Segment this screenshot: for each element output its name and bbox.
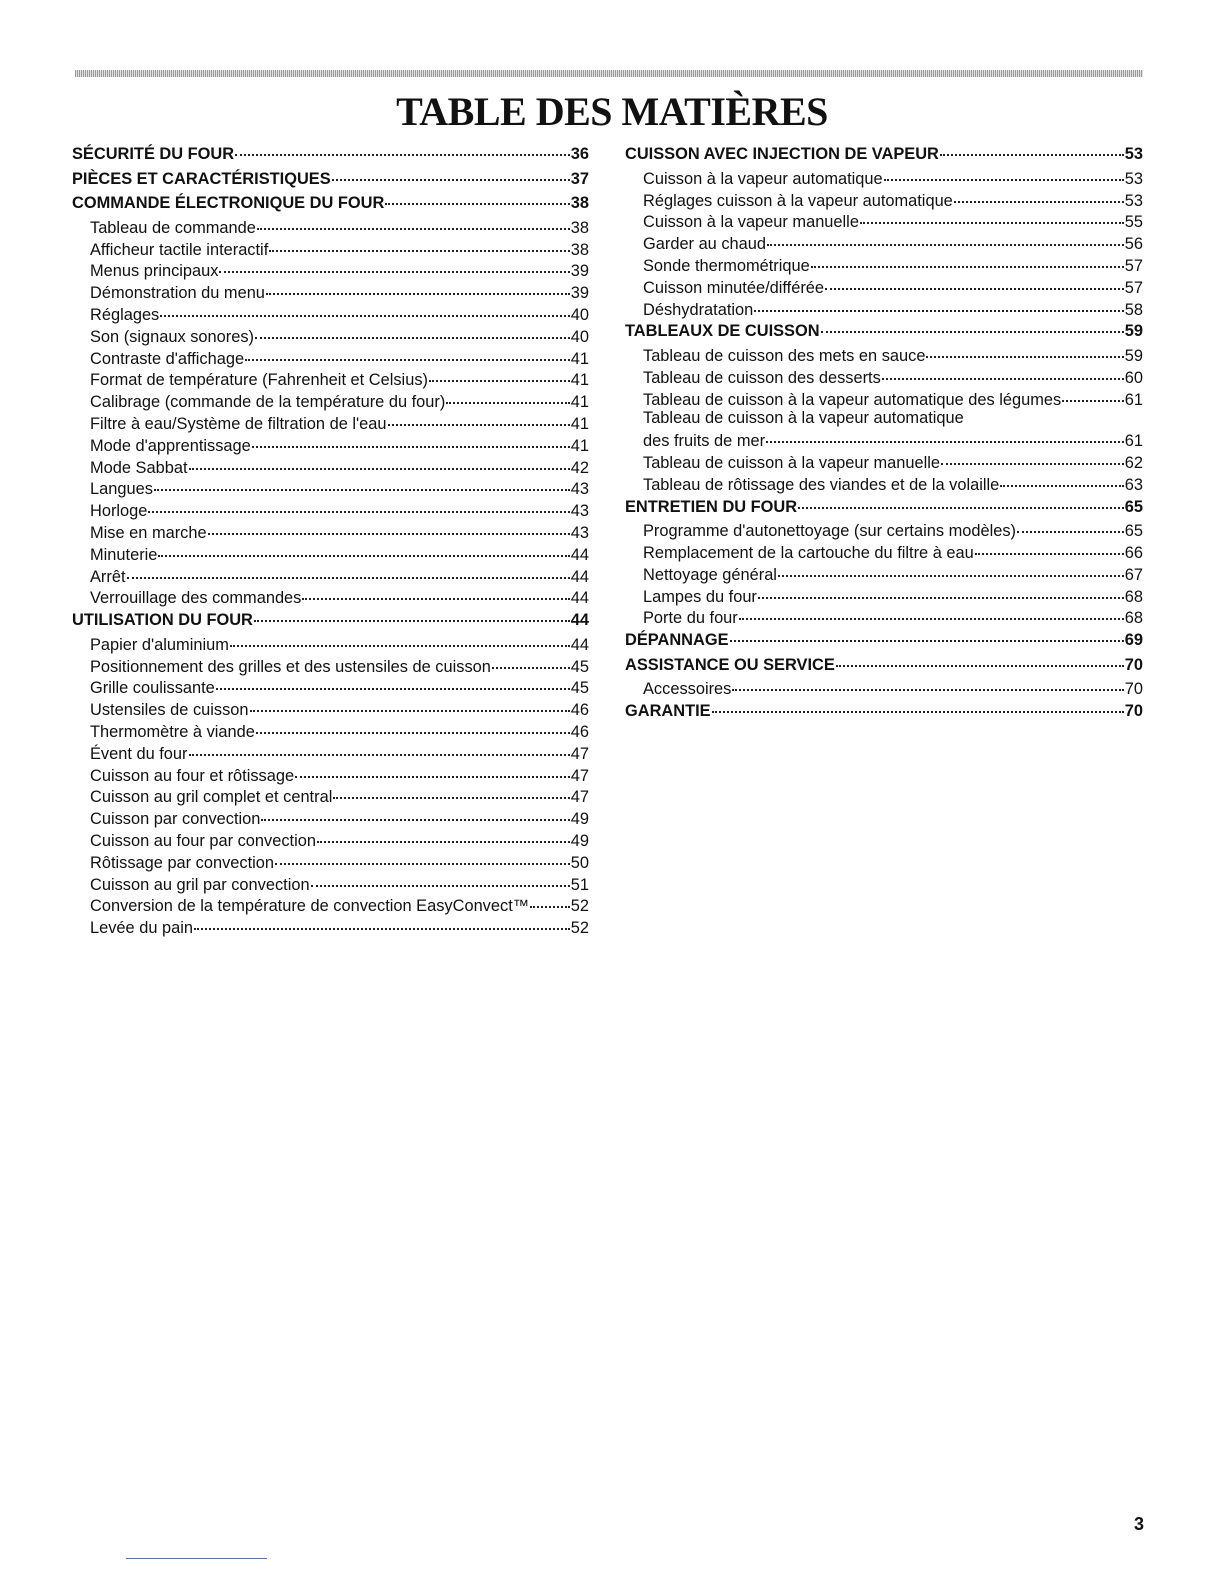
dot-leader — [208, 517, 570, 535]
toc-entry-label: Cuisson minutée/différée — [643, 278, 825, 297]
footer-link-underline — [126, 1558, 267, 1559]
dot-leader — [219, 255, 569, 273]
toc-entry-label: Levée du pain — [90, 919, 193, 938]
toc-page-number: 68 — [1124, 587, 1143, 606]
dot-leader — [388, 408, 570, 426]
toc-entry-label: Tableau de cuisson à la vapeur automatique des légumes — [643, 390, 1062, 409]
toc-entry-label: Verrouillage des commandes — [90, 589, 302, 608]
toc-entry-label: Arrêt — [90, 567, 126, 586]
toc-entry-label: Grille coulissante — [90, 679, 215, 698]
toc-entry[interactable] — [625, 386, 1143, 408]
toc-page-number: 70 — [1124, 655, 1143, 674]
dot-leader — [230, 628, 570, 646]
toc-left-column — [72, 141, 589, 937]
toc-page-number: 44 — [570, 567, 589, 586]
toc-page-number: 39 — [570, 262, 589, 281]
toc-entry-label: Horloge — [90, 502, 148, 521]
toc-entry-label: Mode d'apprentissage — [90, 436, 251, 455]
dot-leader — [216, 672, 570, 690]
toc-page-number: 70 — [1124, 680, 1143, 699]
dot-leader — [332, 163, 570, 181]
toc-entry-label: Papier d'aluminium — [90, 635, 229, 654]
toc-entry-label: Nettoyage général — [643, 565, 777, 584]
toc-page-number: 69 — [1124, 631, 1143, 650]
dot-leader — [884, 163, 1124, 181]
dot-leader — [1000, 469, 1123, 487]
toc-entry-label: Contraste d'affichage — [90, 349, 245, 368]
dot-leader — [189, 451, 570, 469]
dot-leader — [732, 673, 1123, 691]
toc-entry-label: Cuisson au four et rôtissage — [90, 766, 295, 785]
dot-leader — [739, 602, 1124, 620]
toc-page-number: 39 — [570, 284, 589, 303]
dot-leader — [429, 364, 570, 382]
toc-entry-label: DÉPANNAGE — [625, 631, 729, 650]
toc-entry-label: Positionnement des grilles et des ustensiles de cuisson — [90, 657, 491, 676]
toc-entry-label: Mode Sabbat — [90, 458, 188, 477]
toc-entry-label: Cuisson au gril complet et central — [90, 788, 333, 807]
dot-leader — [154, 473, 570, 491]
dot-leader — [194, 912, 570, 930]
toc-entry-label: Cuisson à la vapeur manuelle — [643, 213, 859, 232]
toc-page-number: 46 — [570, 701, 589, 720]
toc-entry-label: Minuterie — [90, 545, 158, 564]
dot-leader — [266, 277, 570, 295]
toc-entry-label: Réglages — [90, 306, 160, 325]
toc-page-number: 50 — [570, 853, 589, 872]
toc-entry-label: Cuisson à la vapeur automatique — [643, 169, 883, 188]
toc-page-number: 66 — [1124, 544, 1143, 563]
dot-leader — [954, 184, 1124, 202]
toc-page-number: 40 — [570, 306, 589, 325]
dot-leader — [148, 495, 569, 513]
dot-leader — [252, 429, 570, 447]
toc-page-number: 41 — [570, 436, 589, 455]
toc-page-number: 49 — [570, 810, 589, 829]
toc-page-number: 68 — [1124, 609, 1143, 628]
toc-page-number: 44 — [570, 589, 589, 608]
toc-entry-label: CUISSON AVEC INJECTION DE VAPEUR — [625, 145, 939, 164]
dot-leader — [730, 624, 1124, 642]
toc-page-number: 53 — [1124, 191, 1143, 210]
toc-page-number: 43 — [570, 480, 589, 499]
dot-leader — [860, 206, 1124, 224]
dot-leader — [160, 299, 570, 317]
toc-entry-label: Réglages cuisson à la vapeur automatique — [643, 191, 953, 210]
toc-entry-label: Porte du four — [643, 609, 738, 628]
toc-right-column — [625, 141, 1143, 722]
dot-leader — [1062, 383, 1124, 401]
toc-page-number: 49 — [570, 831, 589, 850]
toc-page-number: 53 — [1124, 169, 1143, 188]
toc-page-number: 42 — [570, 458, 589, 477]
toc-page-number: 43 — [570, 524, 589, 543]
page-number: 3 — [1133, 1514, 1144, 1534]
dot-leader — [311, 868, 570, 886]
page-title: TABLE DES MATIÈRES — [396, 89, 828, 134]
toc-entry-label: des fruits de mer — [643, 432, 766, 451]
toc-page-number: 60 — [1124, 368, 1143, 387]
dot-leader — [269, 233, 570, 251]
toc-entry-label: Lampes du four — [643, 587, 757, 606]
toc-page-number: 38 — [570, 240, 589, 259]
toc-page-number: 65 — [1124, 497, 1143, 516]
toc-page-number: 43 — [570, 502, 589, 521]
toc-page-number: 52 — [570, 919, 589, 938]
dot-leader — [811, 250, 1124, 268]
toc-page-number: 52 — [570, 897, 589, 916]
toc-page-number: 44 — [570, 611, 589, 630]
toc-entry[interactable] — [72, 915, 589, 937]
toc-entry-label: GARANTIE — [625, 702, 711, 721]
dot-leader — [836, 648, 1124, 666]
toc-page-number: 70 — [1124, 702, 1143, 721]
dot-leader — [255, 320, 570, 338]
dot-leader — [256, 716, 570, 734]
dot-leader — [254, 604, 570, 622]
toc-entry-label: Garder au chaud — [643, 235, 767, 254]
dot-leader — [317, 825, 570, 843]
toc-entry-label: Tableau de rôtissage des viandes et de la volaille — [643, 475, 1000, 494]
dot-leader — [767, 228, 1124, 246]
toc-page-number: 38 — [570, 218, 589, 237]
dot-leader — [158, 538, 569, 556]
dot-leader — [333, 781, 569, 799]
toc-page-number: 44 — [570, 635, 589, 654]
toc-entry-label: Conversion de la température de convection EasyConvect™ — [90, 897, 530, 916]
toc-entry[interactable] — [72, 871, 589, 893]
toc-page-number: 51 — [570, 875, 589, 894]
toc-page-number: 63 — [1124, 475, 1143, 494]
dot-leader — [492, 650, 570, 668]
dot-leader — [941, 447, 1124, 465]
toc-page-number: 45 — [570, 657, 589, 676]
toc-entry-label: ASSISTANCE OU SERVICE — [625, 655, 835, 674]
toc-entry-label: Tableau de commande — [90, 218, 256, 237]
toc-entry-label: Tableau de cuisson à la vapeur automatique — [643, 408, 964, 427]
dot-leader — [257, 212, 570, 230]
toc-entry-label: Cuisson au four par convection — [90, 831, 316, 850]
toc-entry-label: Afficheur tactile interactif — [90, 240, 269, 259]
toc-entry-label: PIÈCES ET CARACTÉRISTIQUES — [72, 169, 331, 188]
toc-page-number: 47 — [570, 744, 589, 763]
toc-page-number: 53 — [1124, 145, 1143, 164]
dot-leader — [385, 187, 569, 205]
toc-page-number: 46 — [570, 722, 589, 741]
toc-entry-label: Évent du four — [90, 744, 188, 763]
toc-entry-label: Filtre à eau/Système de filtration de l'eau — [90, 415, 387, 434]
toc-entry-label: Déshydratation — [643, 300, 754, 319]
toc-page-number: 41 — [570, 349, 589, 368]
toc-page-number: 61 — [1124, 432, 1143, 451]
dot-leader — [235, 138, 570, 156]
header-rule — [75, 70, 1143, 77]
toc-entry-label: Thermomètre à viande — [90, 722, 255, 741]
toc-page-number: 44 — [570, 545, 589, 564]
dot-leader — [712, 695, 1124, 713]
dot-leader — [758, 580, 1124, 598]
dot-leader — [189, 737, 570, 755]
toc-entry-label: Programme d'autonettoyage (sur certains modèles) — [643, 522, 1017, 541]
toc-entry-label: Accessoires — [643, 680, 732, 699]
toc-entry-label: Remplacement de la cartouche du filtre à eau — [643, 544, 974, 563]
toc-page-number: 57 — [1124, 278, 1143, 297]
dot-leader — [798, 490, 1124, 508]
toc-entry-label: ENTRETIEN DU FOUR — [625, 497, 798, 516]
toc-entry-label: Menus principaux — [90, 262, 219, 281]
dot-leader — [882, 361, 1124, 379]
toc-entry-label: Cuisson par convection — [90, 810, 261, 829]
toc-entry-label: Langues — [90, 480, 153, 499]
toc-page-number: 56 — [1124, 235, 1143, 254]
toc-entry-label: Sonde thermométrique — [643, 257, 810, 276]
toc-page-number: 58 — [1124, 300, 1143, 319]
toc-page-number: 47 — [570, 766, 589, 785]
dot-leader — [250, 694, 570, 712]
dot-leader — [295, 759, 570, 777]
toc-entry-label: Tableau de cuisson à la vapeur manuelle — [643, 454, 941, 473]
toc-entry-label: Tableau de cuisson des desserts — [643, 368, 881, 387]
toc-entry-label: UTILISATION DU FOUR — [72, 611, 253, 630]
toc-entry-label: Calibrage (commande de la température du four) — [90, 393, 446, 412]
toc-page-number: 38 — [570, 194, 589, 213]
toc-page-number: 67 — [1124, 565, 1143, 584]
dot-leader — [975, 537, 1124, 555]
toc-section-entry[interactable] — [625, 698, 1143, 723]
toc-page-number: 41 — [570, 393, 589, 412]
toc-page-number: 41 — [570, 415, 589, 434]
toc-page-number: 37 — [570, 169, 589, 188]
toc-page-number: 47 — [570, 788, 589, 807]
dot-leader — [825, 271, 1124, 289]
toc-entry-label: Rôtissage par convection — [90, 853, 275, 872]
toc-page-number: 59 — [1124, 346, 1143, 365]
toc-entry-label: Démonstration du menu — [90, 284, 265, 303]
toc-entry-label: Son (signaux sonores) — [90, 327, 254, 346]
toc-entry-label: Format de température (Fahrenheit et Celsius) — [90, 371, 428, 390]
toc-page-number: 62 — [1124, 454, 1143, 473]
toc-page-number: 40 — [570, 327, 589, 346]
dot-leader — [530, 890, 570, 908]
toc-page-number: 55 — [1124, 213, 1143, 232]
dot-leader — [127, 560, 570, 578]
toc-entry-label: Cuisson au gril par convection — [90, 875, 310, 894]
toc-entry-label: Ustensiles de cuisson — [90, 701, 249, 720]
toc-entry-label: TABLEAUX DE CUISSON — [625, 322, 820, 341]
toc-page-number: 57 — [1124, 257, 1143, 276]
dot-leader — [821, 315, 1124, 333]
dot-leader — [926, 340, 1123, 358]
dot-leader — [778, 558, 1124, 576]
dot-leader — [446, 386, 569, 404]
dot-leader — [940, 138, 1124, 156]
toc-page-number: 45 — [570, 679, 589, 698]
toc-page-number: 36 — [570, 145, 589, 164]
dot-leader — [302, 582, 569, 600]
dot-leader — [1017, 515, 1124, 533]
dot-leader — [245, 342, 570, 360]
toc-page-number: 41 — [570, 371, 589, 390]
toc-entry-label: Mise en marche — [90, 524, 207, 543]
toc-page-number: 59 — [1124, 322, 1143, 341]
dot-leader — [754, 293, 1124, 311]
dot-leader — [766, 425, 1124, 443]
dot-leader — [261, 803, 569, 821]
toc-entry-label: Tableau de cuisson des mets en sauce — [643, 346, 926, 365]
toc-page-number: 65 — [1124, 522, 1143, 541]
toc-entry-label: COMMANDE ÉLECTRONIQUE DU FOUR — [72, 194, 385, 213]
toc-entry-label: SÉCURITÉ DU FOUR — [72, 145, 235, 164]
toc-page-number: 61 — [1124, 390, 1143, 409]
dot-leader — [275, 846, 570, 864]
